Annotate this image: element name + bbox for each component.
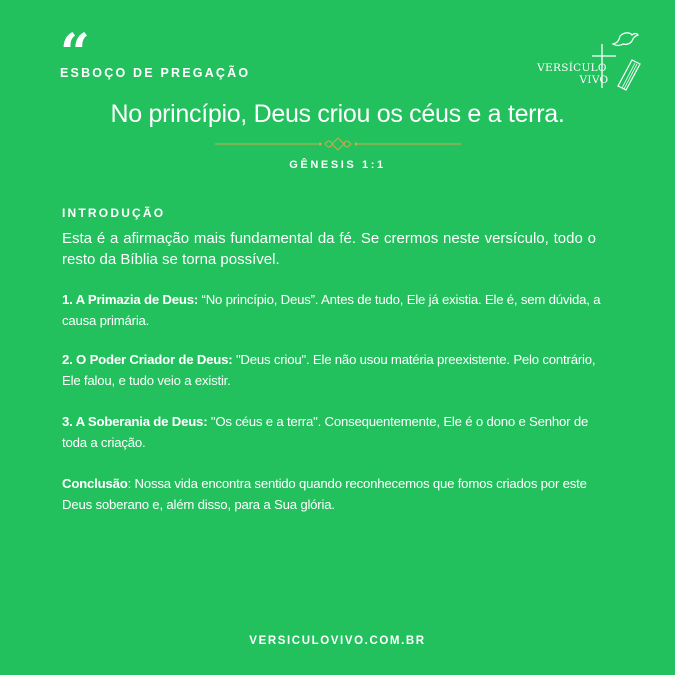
- dove-icon: [613, 33, 638, 46]
- intro-label: INTRODUÇÃO: [62, 206, 166, 220]
- website-link[interactable]: VERSICULOVIVO.COM.BR: [249, 635, 426, 647]
- point-3-text: "Os céus e a terra". Consequentemente, Ele é o dono e Senhor de toda a criação.: [62, 414, 589, 450]
- point-1: [62, 289, 607, 331]
- point-1-text: “No princípio, Deus”. Antes de tudo, Ele já existia. Ele é, sem dúvida, a causa primária.: [62, 292, 601, 328]
- point-1-title: 1. A Primazia de Deus:: [62, 292, 199, 307]
- conclusion-text: : Nossa vida encontra sentido quando reconhecemos que fomos criados por este Deus soberano e, além disso, para a Sua glória.: [62, 476, 587, 512]
- verse-reference: GÊNESIS 1:1: [289, 159, 386, 171]
- intro-text: Esta é a afirmação mais fundamental da fé. Se crermos neste versículo, todo o resto da Bíblia se torna possível.: [62, 230, 596, 268]
- versiculo-vivo-logo: [536, 30, 646, 94]
- point-2-text: "Deus criou". Ele não usou matéria preexistente. Pelo contrário, Ele falou, e tudo veio a existir.: [62, 352, 596, 388]
- point-2: [62, 349, 607, 391]
- conclusion: [62, 473, 607, 515]
- point-3: [62, 411, 607, 453]
- conclusion-title: Conclusão: [62, 476, 128, 491]
- point-2-title: 2. O Poder Criador de Deus:: [62, 352, 233, 367]
- quote-mark-icon: “: [60, 23, 90, 84]
- kicker-title: ESBOÇO DE PREGAÇÃO: [60, 66, 251, 80]
- logo-line2: VIVO: [579, 74, 609, 86]
- verse-text: No princípio, Deus criou os céus e a terra.: [110, 100, 565, 128]
- logo-line1: VERSÍCULO: [537, 62, 607, 74]
- ornament-divider: [213, 137, 463, 151]
- point-3-title: 3. A Soberania de Deus:: [62, 414, 208, 429]
